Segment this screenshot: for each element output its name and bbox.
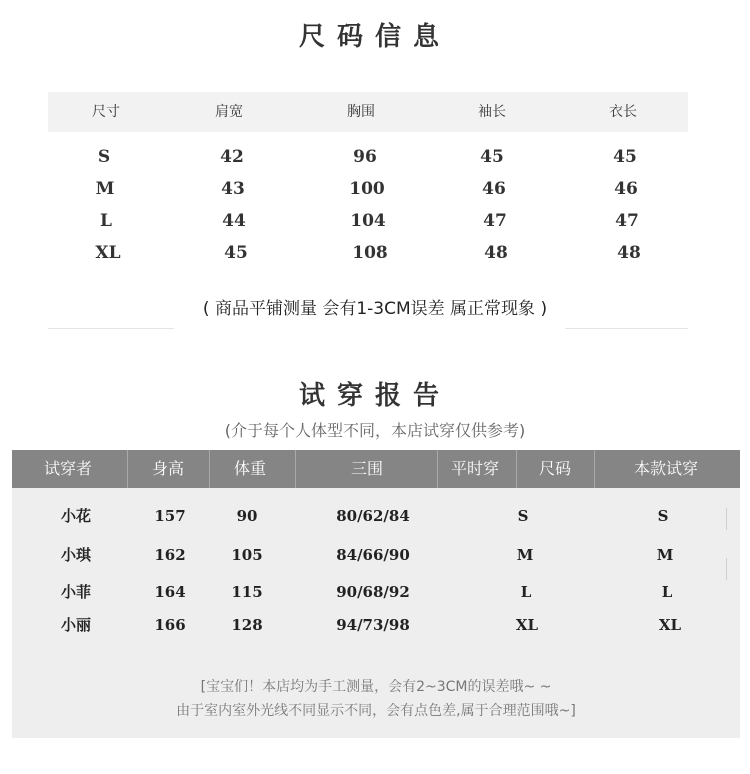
size-row-xl	[48, 239, 688, 267]
tester-measurements: 90/68/92	[336, 583, 410, 601]
size-header-sleeve: 袖长	[478, 104, 506, 120]
tester-height: 157	[154, 507, 186, 525]
size-cell: 47	[483, 211, 507, 231]
fitting-table-header	[12, 450, 740, 488]
size-cell: XL	[95, 243, 121, 263]
fitting-row	[12, 542, 740, 568]
tester-name: 小花	[60, 507, 92, 525]
fit-header-measurements: 三围	[350, 459, 384, 478]
edge-divider	[726, 558, 727, 580]
size-row-l	[48, 207, 688, 235]
tester-weight: 105	[231, 546, 263, 564]
tester-weight: 90	[236, 507, 258, 525]
size-cell: 46	[482, 179, 506, 199]
size-cell: 43	[221, 179, 245, 199]
tester-usual-size: XL	[515, 616, 539, 634]
header-divider	[127, 450, 128, 488]
tester-height: 166	[154, 616, 186, 634]
fit-header-tester: 试穿者	[43, 459, 93, 478]
tester-name: 小丽	[60, 616, 92, 634]
fit-header-height: 身高	[151, 459, 185, 478]
size-row-m	[48, 175, 688, 203]
size-row-s	[48, 143, 688, 171]
size-cell: M	[95, 179, 115, 199]
tester-measurements: 94/73/98	[336, 616, 410, 634]
fitting-report-subtitle: (介于每个人体型不同，本店试穿仅供参考)	[224, 421, 526, 440]
size-cell: 45	[613, 147, 637, 167]
tester-usual-size: S	[517, 507, 529, 525]
header-divider	[295, 450, 296, 488]
fit-header-size: 尺码	[538, 459, 572, 478]
size-header-shoulder: 肩宽	[215, 104, 243, 120]
size-cell: 108	[352, 243, 388, 263]
size-cell: 46	[614, 179, 638, 199]
size-header-length: 衣长	[609, 104, 637, 120]
header-divider	[437, 450, 438, 488]
size-cell: 48	[617, 243, 641, 263]
size-cell: 48	[484, 243, 508, 263]
header-divider	[209, 450, 210, 488]
size-header-size: 尺寸	[92, 104, 120, 120]
size-cell: 44	[222, 211, 246, 231]
tester-name: 小琪	[60, 546, 92, 564]
size-cell: L	[100, 211, 112, 231]
fit-header-tried: 本款试穿	[633, 459, 699, 478]
fit-header-usual: 平时穿	[450, 459, 500, 478]
tester-weight: 115	[231, 583, 263, 601]
tester-usual-size: L	[520, 583, 532, 601]
size-cell: 45	[480, 147, 504, 167]
divider-left	[48, 328, 174, 329]
tester-height: 164	[154, 583, 186, 601]
tester-measurements: 80/62/84	[336, 507, 410, 525]
tester-measurements: 84/66/90	[336, 546, 410, 564]
fitting-report-title: 试穿报告	[298, 381, 451, 411]
tester-usual-size: M	[516, 546, 534, 564]
tester-weight: 128	[231, 616, 263, 634]
tester-tried-size: S	[657, 507, 669, 525]
edge-divider	[726, 508, 727, 530]
header-divider	[594, 450, 595, 488]
size-table-header	[48, 92, 688, 132]
size-cell: 42	[220, 147, 244, 167]
size-header-chest: 胸围	[347, 104, 375, 120]
size-info-title: 尺码信息	[298, 22, 451, 52]
tester-tried-size: XL	[658, 616, 682, 634]
size-cell: 47	[615, 211, 639, 231]
fitting-row	[12, 612, 740, 638]
fitting-row	[12, 503, 740, 529]
fitting-note-line2: 由于室内室外光线不同显示不同，会有点色差,属于合理范围哦~]	[176, 703, 576, 719]
size-cell: 100	[349, 179, 385, 199]
size-cell: 104	[350, 211, 386, 231]
size-cell: 45	[224, 243, 248, 263]
fitting-row	[12, 579, 740, 605]
header-divider	[516, 450, 517, 488]
size-cell: S	[97, 147, 111, 167]
tester-tried-size: M	[656, 546, 674, 564]
size-cell: 96	[353, 147, 377, 167]
fitting-note-line1: [宝宝们！本店均为手工测量，会有2~3CM的误差哦~ ~	[200, 679, 552, 695]
tester-tried-size: L	[661, 583, 673, 601]
tester-height: 162	[154, 546, 186, 564]
divider-right	[565, 328, 688, 329]
fit-header-weight: 体重	[233, 459, 267, 478]
measurement-note: ( 商品平铺测量 会有1-3CM误差 属正常现象 )	[202, 299, 548, 319]
tester-name: 小菲	[60, 583, 92, 601]
